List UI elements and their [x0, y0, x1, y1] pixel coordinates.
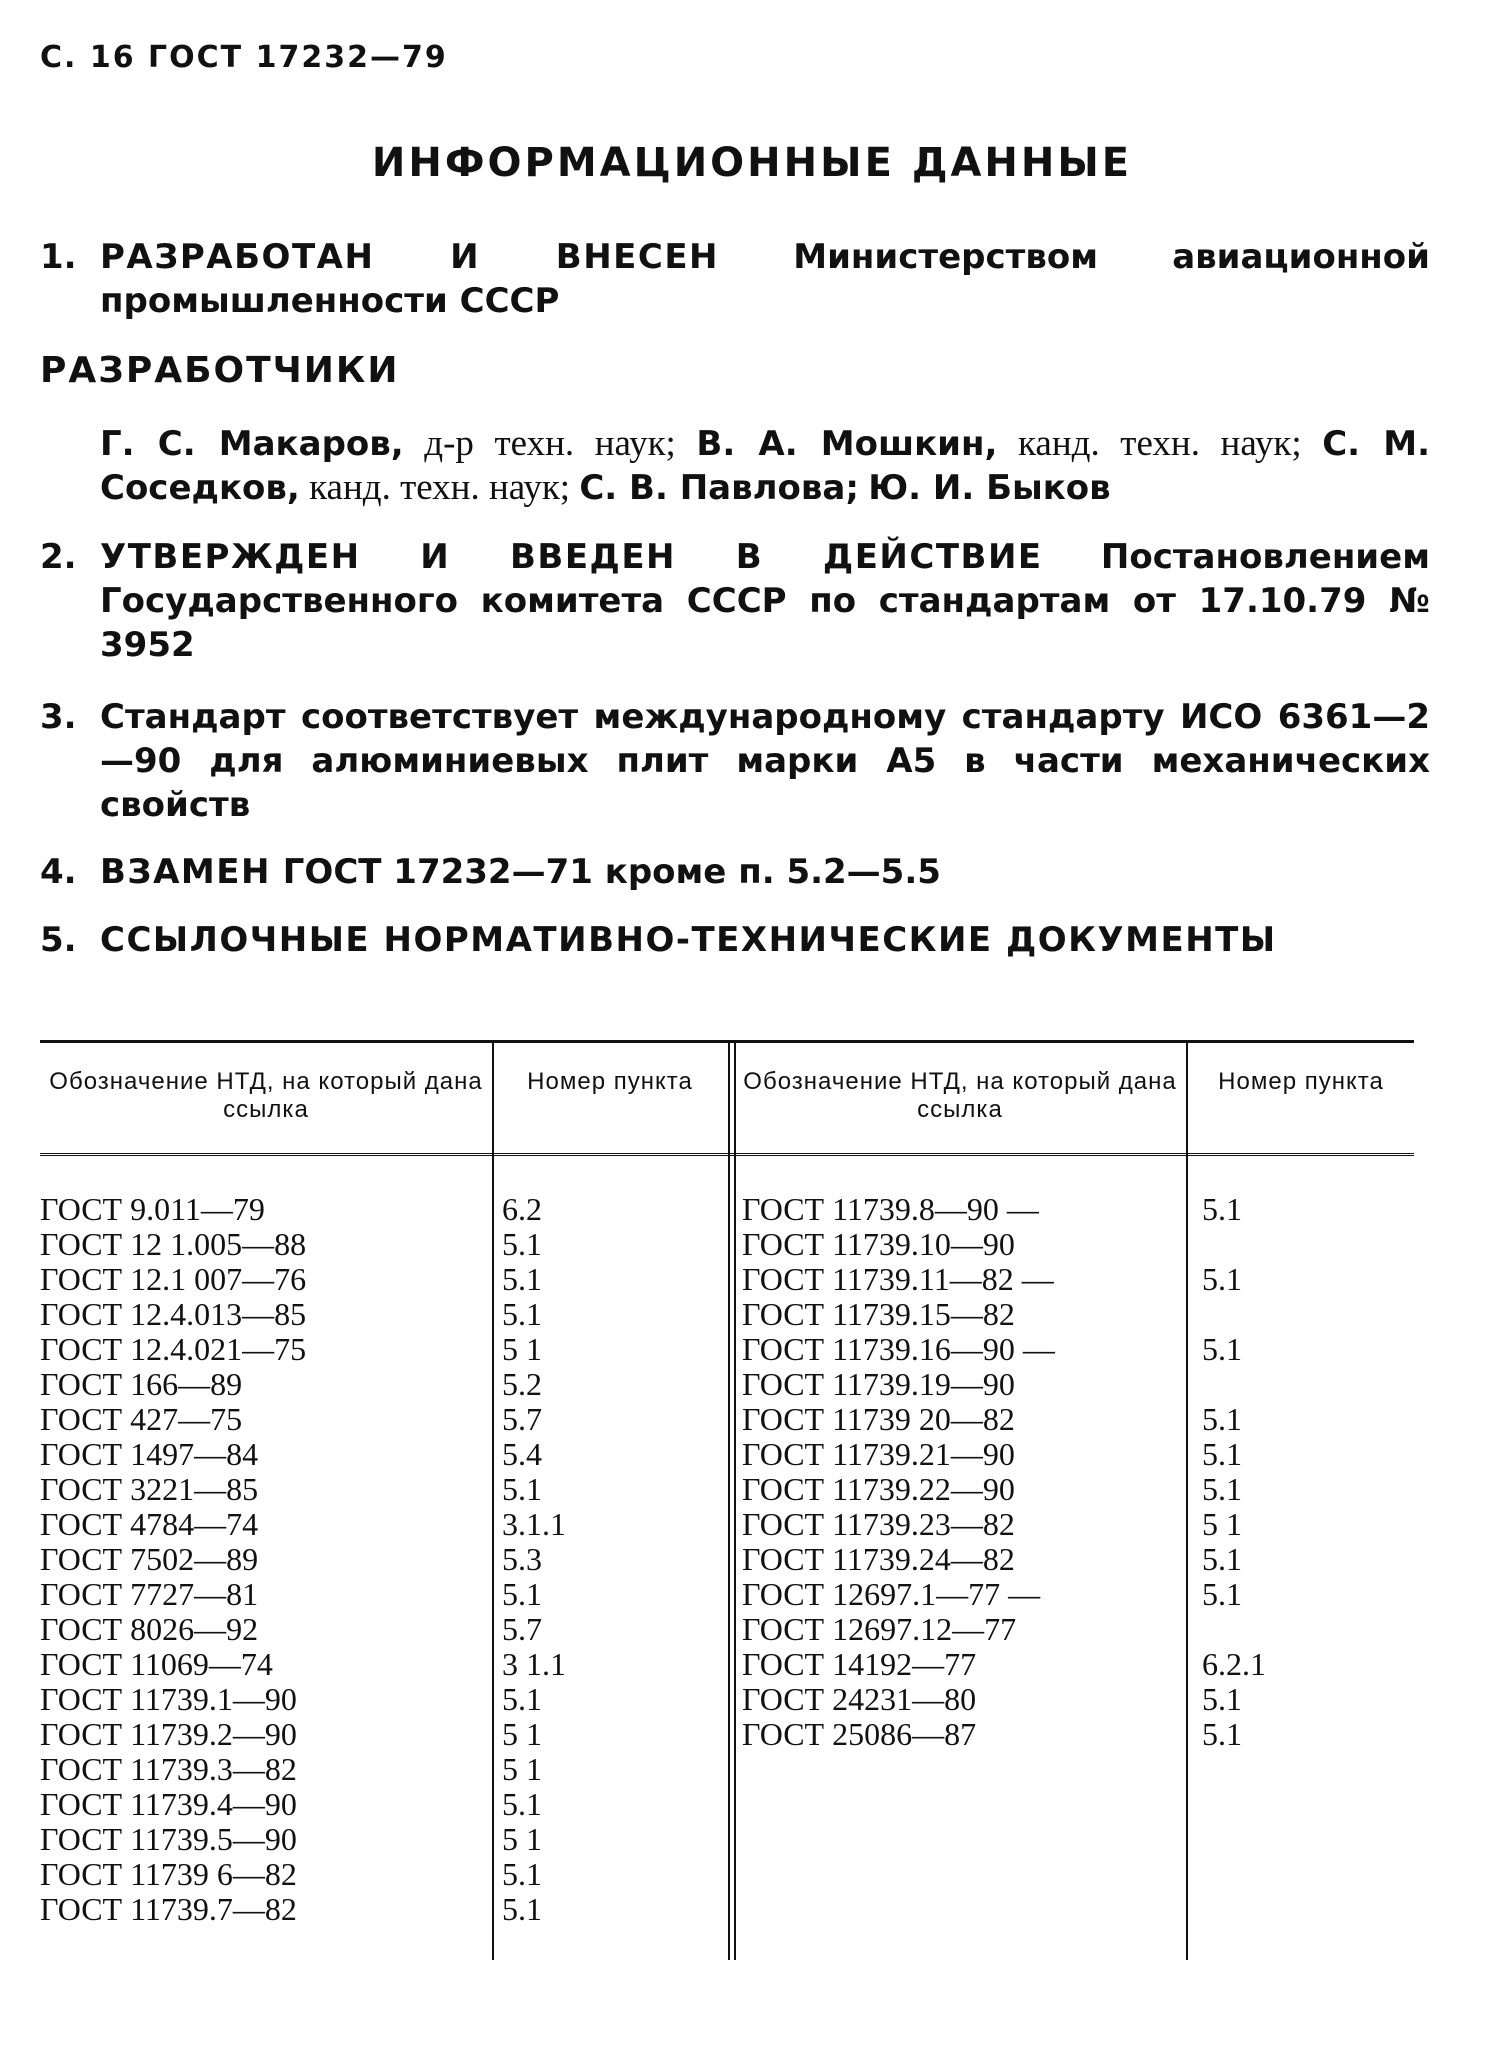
- developer-name: Ю. И. Быков: [868, 468, 1111, 508]
- table-doc-cell: ГОСТ 12.4.013—85: [40, 1296, 307, 1332]
- table-doc-cell: ГОСТ 11739.1—90: [40, 1681, 297, 1717]
- developer-rank: канд. техн. наук;: [299, 467, 580, 508]
- table-doc-cell: ГОСТ 12.1 007—76: [40, 1261, 307, 1297]
- table-doc-cell: ГОСТ 11739.7—82: [40, 1891, 297, 1927]
- table-doc-cell: ГОСТ 11739.24—82: [742, 1541, 1015, 1577]
- table-item-cell: 5.4: [502, 1436, 542, 1472]
- left-doc-column: [40, 1192, 480, 1927]
- developers-list: [100, 422, 1430, 510]
- table-top-rule: [40, 1040, 1414, 1043]
- developer-name: Г. С. Макаров,: [100, 424, 404, 464]
- item-number: 5.: [40, 920, 77, 960]
- table-doc-cell: ГОСТ 11739.11—82 —: [742, 1261, 1054, 1297]
- table-item-cell: 5.1: [502, 1261, 542, 1297]
- item-replaces: [40, 850, 1430, 894]
- table-item-cell: 5.1: [1202, 1331, 1242, 1367]
- table-doc-cell: ГОСТ 12.4.021—75: [40, 1331, 307, 1367]
- table-doc-cell: ГОСТ 12697.1—77 —: [742, 1576, 1041, 1612]
- table-item-cell: 6.2: [502, 1191, 542, 1227]
- table-item-cell: 3.1.1: [502, 1506, 566, 1542]
- table-item-cell: 5.1: [1202, 1261, 1242, 1297]
- table-item-cell: 5.2: [502, 1366, 542, 1402]
- table-item-cell: 5 1: [502, 1821, 542, 1857]
- table-doc-cell: ГОСТ 11739.8—90 —: [742, 1191, 1039, 1227]
- table-item-cell: 5.7: [502, 1401, 542, 1437]
- table-item-cell: 5.1: [1202, 1576, 1242, 1612]
- reference-table: [40, 1040, 1414, 1960]
- left-item-column: [502, 1192, 722, 1927]
- table-item-cell: 5.1: [502, 1891, 542, 1927]
- item-text: ГОСТ 17232—71 кроме п. 5.2—5.5: [282, 852, 941, 892]
- table-item-cell: 5.1: [1202, 1541, 1242, 1577]
- table-doc-cell: ГОСТ 11069—74: [40, 1646, 273, 1682]
- item-text: Постановлением Государственного комитета СССР по стандартам от 17.10.79 № 3952: [100, 537, 1430, 665]
- item-number: 4.: [40, 852, 77, 892]
- developer-name: С. В. Павлова;: [579, 468, 859, 508]
- table-doc-cell: ГОСТ 11739.5—90: [40, 1821, 297, 1857]
- table-item-cell: 5 1: [1202, 1506, 1242, 1542]
- table-item-cell: 5.1: [1202, 1401, 1242, 1437]
- table-doc-cell: ГОСТ 4784—74: [40, 1506, 259, 1542]
- table-item-cell: 5.1: [502, 1681, 542, 1717]
- table-doc-cell: ГОСТ 25086—87: [742, 1716, 977, 1752]
- table-doc-cell: ГОСТ 11739.15—82: [742, 1296, 1015, 1332]
- table-doc-cell: ГОСТ 12697.12—77: [742, 1611, 1017, 1647]
- item-text: Министерством авиационной промышленности СССР: [100, 237, 1430, 321]
- item-developed-by: [40, 235, 1430, 323]
- header-item-right: Номер пункта: [1218, 1068, 1384, 1095]
- item-reference-documents: [40, 918, 1430, 962]
- item-number: 2.: [40, 537, 77, 577]
- table-item-cell: [1202, 1367, 1412, 1402]
- item-conformity: [40, 695, 1430, 827]
- table-item-cell: 5.7: [502, 1611, 542, 1647]
- table-item-cell: 5.3: [502, 1541, 542, 1577]
- column-divider: [492, 1290, 494, 1960]
- table-doc-cell: ГОСТ 12 1.005—88: [40, 1226, 307, 1262]
- developer-name: С. М. Соседков,: [100, 424, 1430, 508]
- document-title: ИНФОРМАЦИОННЫЕ ДАННЫЕ: [371, 140, 1133, 186]
- item-number: 1.: [40, 237, 77, 277]
- item-caps: РАЗРАБОТАН И ВНЕСЕН: [100, 237, 720, 277]
- column-divider: [1186, 1040, 1188, 1960]
- item-number: 3.: [40, 697, 77, 737]
- table-doc-cell: ГОСТ 11739.2—90: [40, 1716, 297, 1752]
- table-doc-cell: ГОСТ 7727—81: [40, 1576, 259, 1612]
- table-item-cell: 5.1: [502, 1856, 542, 1892]
- table-item-cell: 3 1.1: [502, 1646, 566, 1682]
- developers-heading: РАЗРАБОТЧИКИ: [40, 350, 400, 391]
- table-item-cell: 5.1: [1202, 1191, 1242, 1227]
- table-doc-cell: ГОСТ 7502—89: [40, 1541, 259, 1577]
- header-item-left: Номер пункта: [527, 1068, 693, 1095]
- right-doc-column: [742, 1192, 1182, 1752]
- table-item-cell: 5 1: [502, 1751, 542, 1787]
- table-item-cell: 5.1: [502, 1471, 542, 1507]
- right-item-column: [1202, 1192, 1412, 1752]
- table-item-cell: [1202, 1227, 1412, 1262]
- table-item-cell: [1202, 1612, 1412, 1647]
- table-item-cell: 5.1: [502, 1786, 542, 1822]
- table-doc-cell: ГОСТ 11739.10—90: [742, 1226, 1015, 1262]
- table-item-cell: 5.1: [1202, 1716, 1242, 1752]
- table-header-rule: [40, 1153, 1414, 1156]
- table-item-cell: 5.1: [502, 1296, 542, 1332]
- developer-rank: [859, 467, 868, 508]
- table-item-cell: 5.1: [502, 1576, 542, 1612]
- table-item-cell: 5.1: [1202, 1681, 1242, 1717]
- table-doc-cell: ГОСТ 11739 6—82: [40, 1856, 297, 1892]
- table-doc-cell: ГОСТ 11739.22—90: [742, 1471, 1015, 1507]
- table-doc-cell: ГОСТ 1497—84: [40, 1436, 259, 1472]
- header-doc-right: Обозначение НТД, на который дана ссылка: [743, 1068, 1177, 1123]
- table-doc-cell: ГОСТ 3221—85: [40, 1471, 259, 1507]
- table-doc-cell: ГОСТ 166—89: [40, 1366, 243, 1402]
- table-doc-cell: ГОСТ 11739.21—90: [742, 1436, 1015, 1472]
- table-doc-cell: ГОСТ 11739.3—82: [40, 1751, 297, 1787]
- item-approved: [40, 535, 1430, 667]
- developer-rank: канд. техн. наук;: [997, 423, 1323, 464]
- header-doc-left: Обозначение НТД, на который дана ссылка: [49, 1068, 483, 1123]
- item-caps: ССЫЛОЧНЫЕ НОРМАТИВНО-ТЕХНИЧЕСКИЕ ДОКУМЕНТЫ: [100, 920, 1277, 960]
- table-doc-cell: ГОСТ 11739.19—90: [742, 1366, 1015, 1402]
- table-item-cell: 5.1: [1202, 1471, 1242, 1507]
- table-item-cell: [1202, 1297, 1412, 1332]
- table-item-cell: 5.1: [1202, 1436, 1242, 1472]
- item-caps: УТВЕРЖДЕН И ВВЕДЕН В ДЕЙСТВИЕ: [100, 537, 1043, 577]
- table-doc-cell: ГОСТ 8026—92: [40, 1611, 259, 1647]
- table-center-divider: [728, 1040, 736, 1960]
- table-doc-cell: ГОСТ 427—75: [40, 1401, 243, 1437]
- table-doc-cell: ГОСТ 14192—77: [742, 1646, 977, 1682]
- table-doc-cell: ГОСТ 11739 20—82: [742, 1401, 1015, 1437]
- table-doc-cell: ГОСТ 11739.4—90: [40, 1786, 297, 1822]
- table-doc-cell: ГОСТ 11739.16—90 —: [742, 1331, 1055, 1367]
- table-doc-cell: ГОСТ 11739.23—82: [742, 1506, 1015, 1542]
- table-item-cell: 5 1: [502, 1716, 542, 1752]
- table-item-cell: 5.1: [502, 1226, 542, 1262]
- table-item-cell: 6.2.1: [1202, 1646, 1266, 1682]
- table-item-cell: 5 1: [502, 1331, 542, 1367]
- developer-name: В. А. Мошкин,: [696, 424, 998, 464]
- item-text: Стандарт соответствует международному стандарту ИСО 6361—2—90 для алюминиевых плит марки А5 в части механических свойств: [100, 697, 1430, 825]
- table-doc-cell: ГОСТ 24231—80: [742, 1681, 977, 1717]
- page-header: С. 16 ГОСТ 17232—79: [40, 40, 448, 75]
- developer-rank: д-р техн. наук;: [403, 423, 697, 464]
- table-doc-cell: ГОСТ 9.011—79: [40, 1191, 265, 1227]
- item-caps: ВЗАМЕН: [100, 852, 271, 892]
